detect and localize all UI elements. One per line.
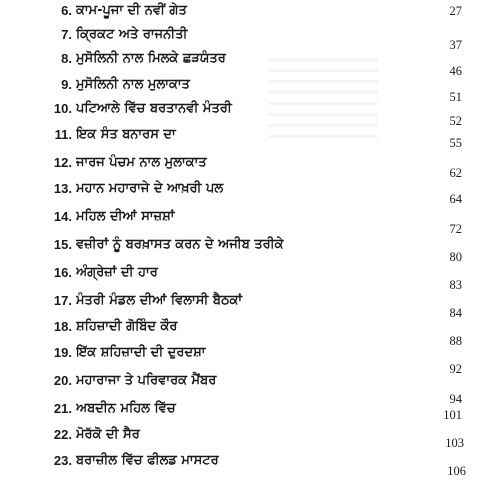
toc-entry-page-number: 51 [449,90,462,104]
toc-entry-number: 13. [53,181,72,196]
toc-entry-page-number: 94 [449,392,462,406]
toc-entry-number: 21. [53,401,72,416]
toc-entry-title: ਪਟਿਆਲੇ ਵਿੱਚ ਬਰਤਾਨਵੀ ਮੰਤਰੀ [76,101,232,116]
toc-entry-number: 17. [53,293,72,308]
toc-entry-number: 19. [53,345,72,360]
toc-entry-number: 18. [53,319,72,334]
toc-entry-page-number: 62 [449,166,462,180]
toc-entry-page-number: 80 [449,250,462,264]
toc-entry-title: ਕਾਮ-ਪੂਜਾ ਦੀ ਨਵੀਂ ਗੇਤ [76,3,187,18]
toc-entry-title: ਮੁਸੋਲਿਨੀ ਨਾਲ ਮੁਲਾਕਾਤ [76,77,190,92]
toc-entry [0,398,480,420]
toc-entry-page-number: 64 [449,192,462,206]
toc-entry-title: ਸ਼ਹਿਜ਼ਾਦੀ ਗੋਬਿੰਦ ਕੌਰ [76,319,178,334]
toc-entry-number: 6. [61,3,72,18]
toc-entry [0,262,480,292]
toc-entry-title: ਮੰਤਰੀ ਮੰਡਲ ਦੀਆਂ ਵਿਲਾਸੀ ਬੈਠਕਾਂ [76,293,243,308]
toc-entry-number: 14. [53,209,72,224]
toc-entry-title: ਮਹਿਲ ਦੀਆਂ ਸਾਜ਼ਸ਼ਾਂ [76,209,175,224]
toc-entry-page-number: 88 [449,334,462,348]
toc-entry [0,234,480,264]
toc-entry-number: 20. [53,373,72,388]
toc-entry-page-number: 103 [445,436,464,450]
toc-entry [0,370,480,406]
toc-entry [0,152,480,180]
toc-entry-title: ਕ੍ਰਿਕਟ ਅਤੇ ਰਾਜਨੀਤੀ [76,27,188,42]
toc-entry-page-number: 101 [443,408,462,422]
toc-entry-title: ਅਬਦੀਨ ਮਹਿਲ ਵਿੱਚ [76,401,176,416]
toc-entry-page-number: 37 [449,38,462,52]
toc-entry-title: ਮਹਾਨ ਮਹਾਰਾਜੇ ਦੇ ਆਖ਼ਰੀ ਪਲ [76,181,224,196]
toc-entry [0,0,480,22]
toc-entry-page-number: 27 [449,4,462,18]
toc-entry-title: ਅੰਗ੍ਰੇਜ਼ਾਂ ਦੀ ਹਾਰ [76,265,158,280]
toc-entry [0,48,480,78]
toc-entry [0,424,480,450]
toc-entry-number: 11. [54,127,72,142]
toc-entry-title: ਇੱਕ ਸ਼ਹਿਜ਼ਾਦੀ ਦੀ ਦੁਰਦਸ਼ਾ [76,345,206,360]
toc-entry [0,24,480,52]
toc-entry-page-number: 106 [447,464,466,478]
toc-entry-title: ਜਾਰਜ ਪੰਚਮ ਨਾਲ ਮੁਲਾਕਾਤ [76,155,207,170]
toc-entry [0,316,480,348]
toc-entry-page-number: 52 [449,114,462,128]
toc-entry [0,74,480,104]
toc-entry-number: 23. [53,453,72,468]
toc-entry-page-number: 55 [449,136,462,150]
toc-entry [0,178,480,206]
toc-entry-page-number: 46 [449,64,462,78]
toc-entry [0,206,480,236]
toc-entry-number: 16. [53,265,72,280]
toc-entry [0,342,480,376]
toc-entry-page-number: 92 [449,362,462,376]
toc-entry-number: 7. [61,27,72,42]
toc-entry-title: ਮਹਾਰਾਜਾ ਤੇ ਪਰਿਵਾਰਕ ਮੈਂਬਰ [76,373,217,388]
toc-entry-title: ਮੁਸੋਲਿਨੀ ਨਾਲ ਮਿਲਕੇ ਛੜਯੰਤਰ [76,51,226,66]
toc-entry-number: 8. [61,51,72,66]
toc-entry-number: 10. [53,101,72,116]
toc-entry-page-number: 72 [449,222,462,236]
toc-entry-title: ਵਜ਼ੀਰਾਂ ਨੂੰ ਬਰਖ਼ਾਸਤ ਕਰਨ ਦੇ ਅਜੀਬ ਤਰੀਕੇ [76,237,284,252]
toc-entry-title: ਬਰਾਜ਼ੀਲ ਵਿੱਚ ਫੀਲਡ ਮਾਸਟਰ [76,453,219,468]
toc-entry-number: 9. [61,77,72,92]
toc-entry-page-number: 84 [449,306,462,320]
toc-entry-number: 12. [53,155,72,170]
toc-entry-number: 15. [53,237,72,252]
toc-entry [0,124,480,150]
toc-entry-page-number: 83 [449,278,462,292]
toc-entry [0,290,480,320]
toc-entry-title: ਇਕ ਸੰਤ ਬਨਾਰਸ ਦਾ [76,127,176,142]
toc-entry-title: ਮੋਰੱਕੋ ਦੀ ਸੈਰ [76,427,140,442]
toc-entry [0,98,480,128]
toc-entry [0,450,480,478]
toc-entry-number: 22. [53,427,72,442]
